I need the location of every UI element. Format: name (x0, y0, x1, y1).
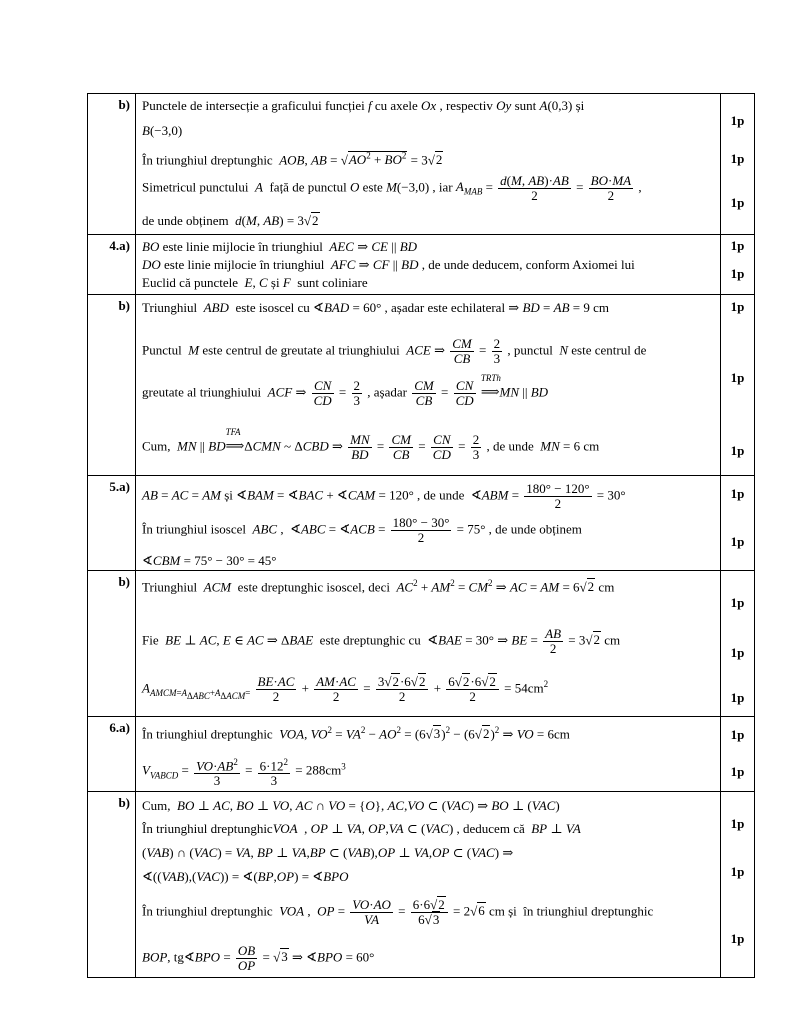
row6-line2: (VAB) ∩ (VAC) = VA, BP ⊥ VA,BP ⊂ (VAB),OP ⊥ VA,OP ⊂ (VAC) ⇒ (142, 845, 514, 860)
grading-table (87, 93, 755, 978)
table-row (88, 571, 755, 717)
item-label: b) (88, 792, 136, 978)
row6-line0: Cum, BO ⊥ AC, BO ⊥ VO, AC ∩ VO = {O}, AC,VO ⊂ (VAC) ⇒ BO ⊥ (VAC) (142, 798, 560, 813)
points-value: 1p (730, 816, 745, 831)
item-label: b) (88, 295, 136, 476)
row1-line0: BO este linie mijlocie în triunghiul AEC ⇒ CE || BD (142, 239, 418, 254)
row2-line1: Punctul M este centrul de greutate al triunghiului ACE ⇒ $\frac{CM}{CB}$ = $\frac{2}{3}$ , punctul N este centrul de (142, 336, 647, 366)
row2-line2: greutate al triunghiului ACF ⇒ $\frac{CN}{CD}$ = $\frac{2}{3}$ , așadar $\frac{CM}{CB}$ = $\frac{CN}{CD}$ TRTh ⟹MN || BD (142, 373, 549, 408)
row6-line3: ∢((VAB),(VAC)) = ∢(BP,OP) = ∢BPO (142, 869, 349, 884)
points-value: 1p (730, 486, 745, 501)
table-row (88, 295, 755, 476)
row3-line0: AB = AC = AM și ∢BAM = ∢BAC + ∢CAM = 120° , de unde ∢ABM = $\frac{180^\circ - 120^\circ}{2}$ = 30° (142, 481, 626, 511)
row0-line1: B(−3,0) (142, 123, 183, 138)
table-row (88, 476, 755, 571)
points-value: 1p (730, 727, 745, 742)
points-value: 1p (730, 238, 745, 253)
table-row (88, 717, 755, 792)
row0-line3: Simetricul punctului A față de punctul O este M(−3,0) , iar $A_{MAB}$ = $\frac{d(M, AB)\cdot AB}{2}$ = $\frac{BO\cdot MA}{2}$ , (142, 173, 642, 203)
points-value: 1p (730, 266, 745, 281)
row5-line1: $V_{VABCD}$ = $\frac{VO\cdot AB^2}{3}$ = $\frac{6\cdot 12^2}{3}$ = $288cm^3$ (142, 757, 346, 789)
item-label: 6.a) (88, 717, 136, 792)
points-value: 1p (730, 151, 745, 166)
table-row (88, 235, 755, 295)
item-label: 5.a) (88, 476, 136, 571)
row1-line1: DO este linie mijlocie în triunghiul AFC ⇒ CF || BD , de unde deducem, conform Axiomei lui (142, 257, 635, 272)
row5-line0: În triunghiul dreptunghic VOA, $VO^2 = VA^2 - AO^2 = (6√3)^2 - (6√2)^2$ ⇒ VO = 6cm (142, 725, 570, 742)
item-label: b) (88, 571, 136, 717)
row3-line1: În triunghiul isoscel ABC , ∢ABC = ∢ACB = $\frac{180^\circ - 30^\circ}{2}$ = 75° , de unde obținem (142, 515, 582, 545)
points-value: 1p (730, 595, 745, 610)
row4-line1: Fie BE ⊥ AC, E ∈ AC ⇒ ΔBAE este dreptunghic cu ∢BAE = 30° ⇒ BE = $\frac{AB}{2}$ = 3√2 cm (142, 626, 621, 656)
table-row (88, 792, 755, 978)
points-value: 1p (730, 370, 745, 385)
row6-line5: BOP, tg∢BPO = $\frac{OB}{OP}$ = √3 ⇒ ∢BPO = 60° (142, 943, 375, 973)
points-value: 1p (730, 443, 745, 458)
table-row (88, 94, 755, 235)
grading-table-container (87, 93, 745, 977)
row2-line0: Triunghiul ABD este isoscel cu ∢BAD = 60° , așadar este echilateral ⇒ BD = AB = 9 cm (142, 300, 609, 315)
points-value: 1p (730, 534, 745, 549)
row6-line1: În triunghiul dreptunghicVOA , OP ⊥ VA, OP,VA ⊂ (VAC) , deducem că BP ⊥ VA (142, 821, 581, 836)
points-value: 1p (730, 195, 745, 210)
points-value: 1p (730, 690, 745, 705)
item-label: b) (88, 94, 136, 235)
points-value: 1p (730, 113, 745, 128)
row0-line2: În triunghiul dreptunghic AOB, AB = $√AO^2 + BO^2 = 3√2$ (142, 151, 443, 168)
points-value: 1p (730, 764, 745, 779)
points-value: 1p (730, 299, 745, 314)
item-label: 4.a) (88, 235, 136, 295)
row6-line4: În triunghiul dreptunghic VOA , OP = $\frac{VO\cdot AO}{VA}$ = $\frac{6\cdot 6√2}{6√3}$ = 2√6 cm și în triunghiul dreptunghic (142, 897, 654, 927)
row4-line0: Triunghiul ACM este dreptunghic isoscel, deci $AC^2 + AM^2 = CM^2$ ⇒ AC = AM = 6√2 cm (142, 578, 615, 595)
points-value: 1p (730, 864, 745, 879)
points-value: 1p (730, 931, 745, 946)
row4-line2: $A_{AMCM=A_{\Delta ABC}+A_{\Delta ACM}=}$ $\frac{BE\cdot AC}{2}$ + $\frac{AM\cdot AC}{2}$ = $\frac{3√2\cdot 6√2}{2}$ + $\frac{6√2\cdot 6√2}{2}$ = $54cm^2$ (142, 674, 549, 704)
row3-line2: ∢CBM = 75° − 30° = 45° (142, 553, 277, 568)
row2-line3: Cum, MN || BD TFA ⟹ΔCMN ~ ΔCBD ⇒ $\frac{MN}{BD}$ = $\frac{CM}{CB}$ = $\frac{CN}{CD}$ = $\frac{2}{3}$ , de unde MN = 6 cm (142, 427, 600, 462)
row0-line0: Punctele de intersecție a graficului funcției f cu axele Ox , respectiv Oy sunt A(0,3) și (142, 98, 585, 113)
row1-line2: Euclid că punctele E, C și F sunt coliniare (142, 275, 368, 290)
points-value: 1p (730, 645, 745, 660)
row0-line4: de unde obținem d(M, AB) = 3√2 (142, 213, 319, 228)
